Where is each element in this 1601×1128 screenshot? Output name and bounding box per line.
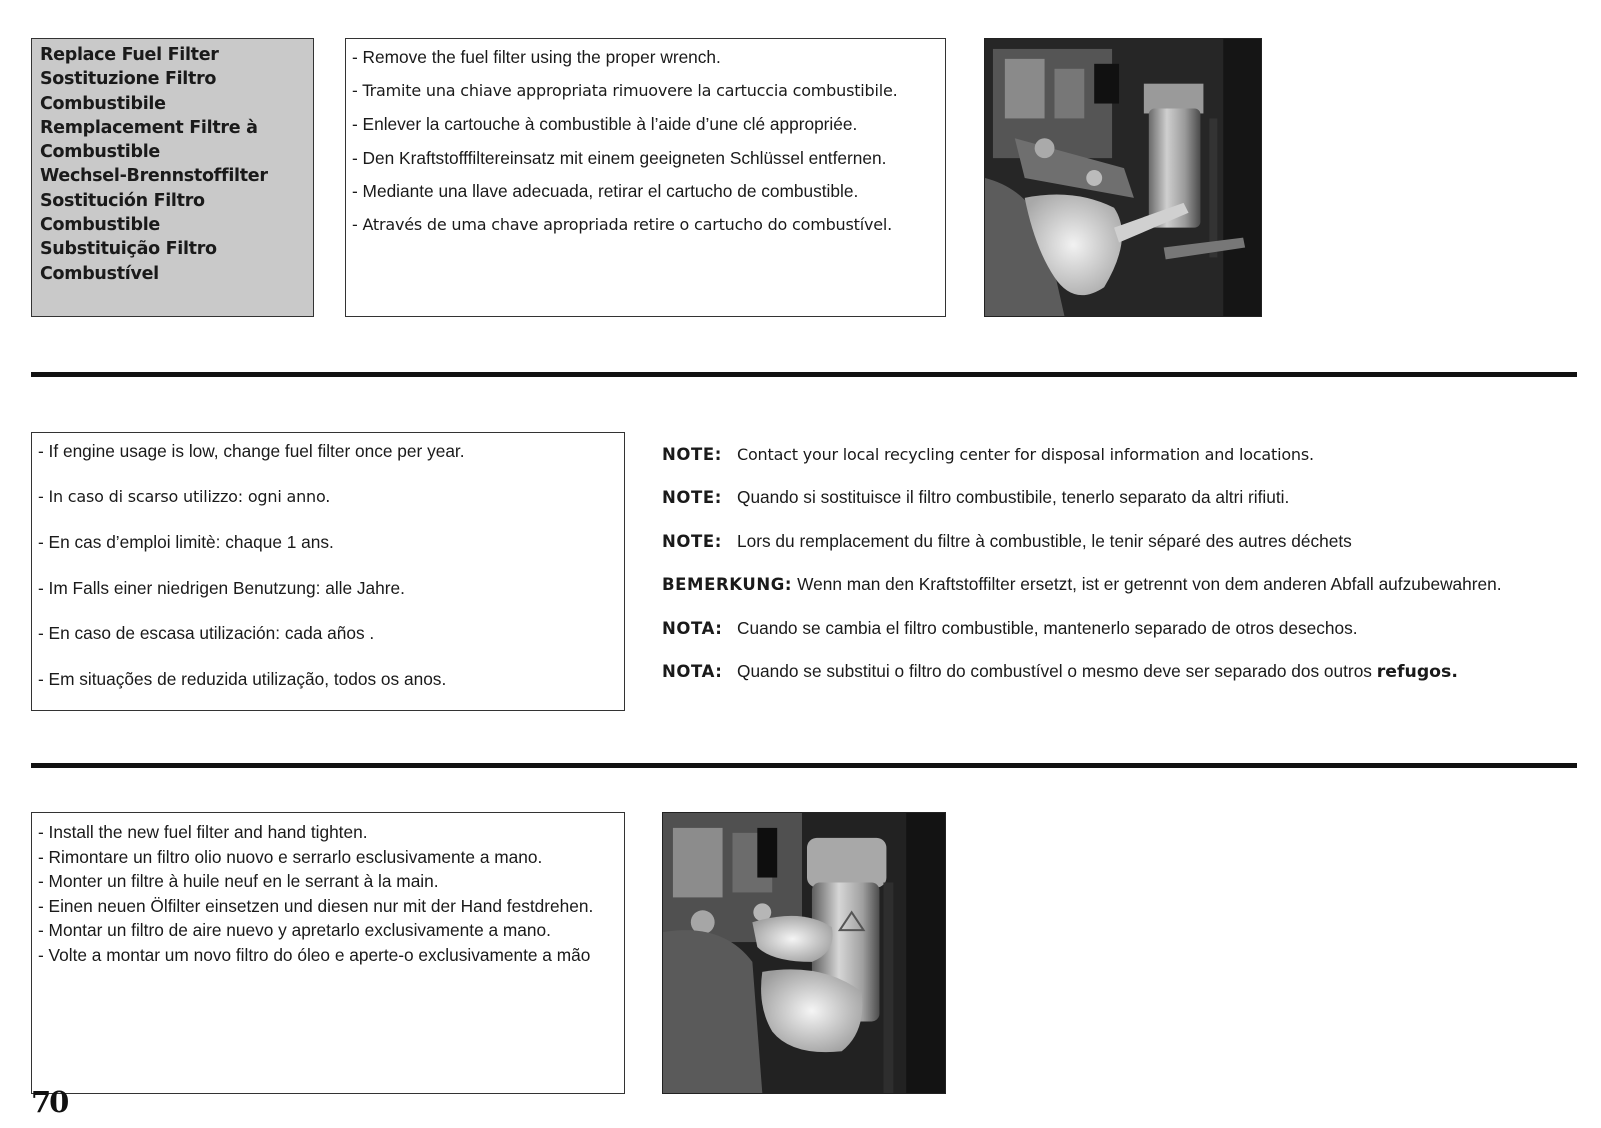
section-title-box — [31, 38, 314, 317]
note-row — [662, 574, 1582, 617]
note-text: Quando se substitui o filtro do combustível o mesmo deve ser separado dos outros — [737, 660, 1377, 681]
instruction-line: - If engine usage is low, change fuel filter once per year. — [38, 441, 465, 461]
note-label: NOTA: — [662, 661, 723, 681]
instruction-line: - Rimontare un filtro olio nuovo e serrarlo esclusivamente a mano. — [38, 846, 543, 867]
note-label: NOTE: — [662, 445, 722, 464]
note-text: Contact your local recycling center for disposal information and locations. — [737, 445, 1314, 464]
section-divider — [31, 372, 1577, 377]
instruction-line: - In caso di scarso utilizzo: ogni anno. — [38, 486, 331, 506]
usage-instructions-box — [31, 432, 625, 711]
title-line: Combustível — [40, 263, 159, 284]
disposal-notes — [662, 444, 1582, 704]
instruction-line: - Montar un filtro de aire nuevo y apretarlo exclusivamente a mano. — [38, 920, 551, 940]
instruction-line: - Mediante una llave adecuada, retirar el cartucho de combustible. — [352, 181, 859, 201]
note-label: BEMERKUNG: — [662, 575, 793, 595]
filter-removal-photo — [984, 38, 1262, 317]
instruction-line: - Em situações de reduzida utilização, todos os anos. — [38, 668, 447, 689]
instruction-line: - Einen neuen Ölfilter einsetzen und diesen nur mit der Hand festdrehen. — [38, 895, 594, 916]
page-number: 70 — [31, 1085, 68, 1119]
title-line: Replace Fuel Filter — [40, 45, 219, 65]
note-bold-word: refugos. — [1376, 661, 1458, 682]
note-label: NOTE: — [662, 531, 722, 551]
instruction-line: - Den Kraftstofffiltereinsatz mit einem geeigneten Schlüssel entfernen. — [352, 147, 887, 168]
instruction-line: - Enlever la cartouche à combustible à l’aide d’une clé appropriée. — [352, 114, 858, 134]
title-line: Combustibile — [40, 93, 166, 114]
title-line: Wechsel-Brennstoffilter — [40, 166, 268, 187]
instruction-line: - En cas d’emploi limitè: chaque 1 ans. — [38, 532, 334, 552]
note-label: NOTA: — [662, 618, 723, 638]
note-text: Lors du remplacement du filtre à combustible, le tenir séparé des autres déchets — [737, 530, 1352, 551]
filter-install-photo — [662, 812, 946, 1094]
note-row — [662, 531, 1582, 574]
note-row — [662, 661, 1582, 704]
title-line: Substituição Filtro — [40, 239, 217, 260]
instruction-line: - Volte a montar um novo filtro do óleo e aperte-o exclusivamente a mão — [38, 944, 591, 965]
removal-instructions-box — [345, 38, 946, 317]
title-line: Remplacement Filtre à — [40, 117, 258, 138]
section-divider — [31, 763, 1577, 768]
instruction-line: - Remove the fuel filter using the proper wrench. — [352, 47, 721, 67]
title-line: Combustible — [40, 215, 160, 236]
note-row — [662, 618, 1582, 661]
instruction-line: - En caso de escasa utilización: cada años . — [38, 623, 375, 643]
instruction-line: - Im Falls einer niedrigen Benutzung: alle Jahre. — [38, 577, 405, 598]
note-label: NOTE: — [662, 488, 722, 508]
note-text: Quando si sostituisce il filtro combustibile, tenerlo separato da altri rifiuti. — [737, 487, 1290, 508]
note-text: Cuando se cambia el filtro combustible, mantenerlo separado de otros desechos. — [737, 617, 1358, 638]
instruction-line: - Monter un filtre à huile neuf en le serrant à la main. — [38, 871, 439, 891]
install-instructions-box — [31, 812, 625, 1094]
note-row — [662, 444, 1582, 487]
title-line: Sostituzione Filtro — [40, 69, 217, 90]
instruction-line: - Através de uma chave apropriada retire o cartucho do combustível. — [352, 214, 892, 234]
instruction-line: - Install the new fuel filter and hand tighten. — [38, 822, 368, 842]
title-line: Sostitución Filtro — [40, 190, 205, 211]
note-text: Wenn man den Kraftstoffilter ersetzt, ist er getrennt von dem anderen Abfall aufzubewahren. — [797, 574, 1502, 595]
note-row — [662, 487, 1582, 530]
instruction-line: - Tramite una chiave appropriata rimuovere la cartuccia combustibile. — [352, 80, 898, 100]
title-line: Combustible — [40, 142, 160, 163]
